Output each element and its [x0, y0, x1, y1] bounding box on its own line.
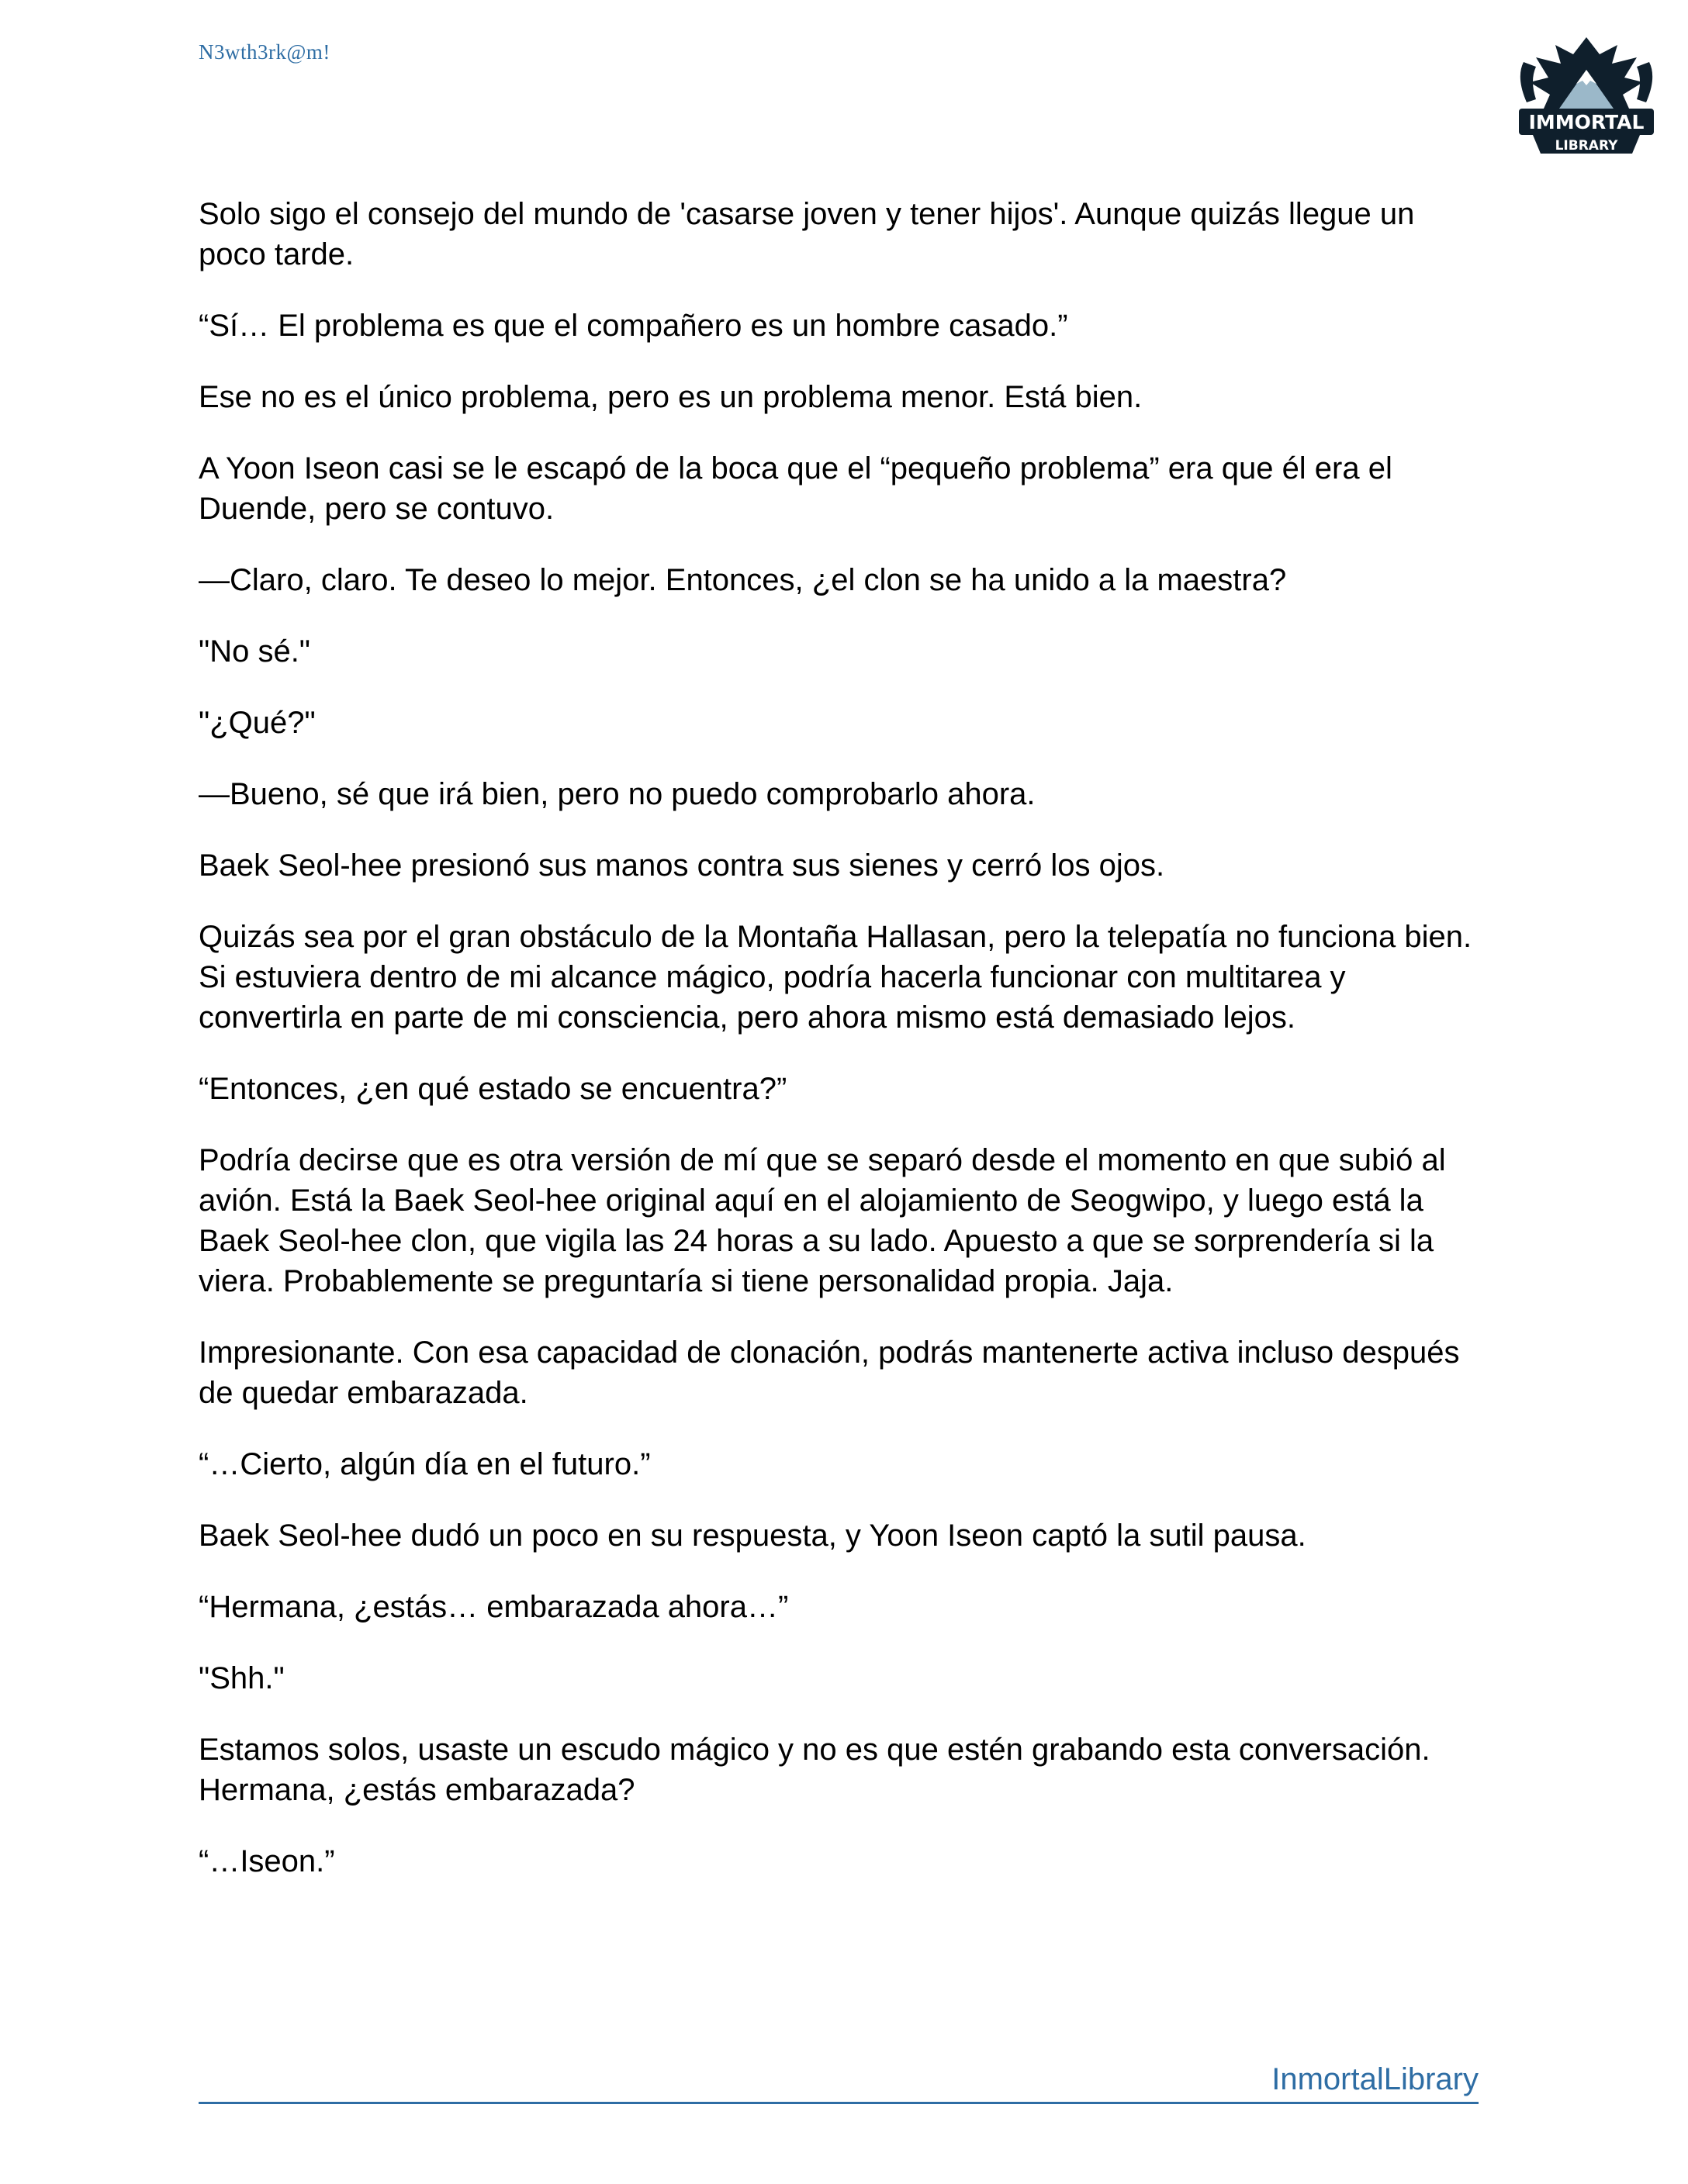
paragraph: A Yoon Iseon casi se le escapó de la boca que el “pequeño problema” era que él era el Duende, pero se contuvo. [199, 451, 1392, 526]
immortal-library-logo [1513, 31, 1660, 163]
paragraph: “…Cierto, algún día en el futuro.” [199, 1447, 651, 1481]
logo-graphic [1513, 31, 1660, 163]
paragraph: "¿Qué?" [199, 706, 316, 740]
paragraph: Estamos solos, usaste un escudo mágico y no es que estén grabando esta conversación. Hermana, ¿estás embarazada? [199, 1733, 1430, 1807]
paragraph: “Entonces, ¿en qué estado se encuentra?” [199, 1072, 787, 1106]
paragraph: "No sé." [199, 634, 311, 669]
paragraph: Ese no es el único problema, pero es un problema menor. Está bien. [199, 380, 1143, 414]
paragraph: “…Iseon.” [199, 1844, 335, 1878]
paragraph: Podría decirse que es otra versión de mí que se separó desde el momento en que subió al avión. Está la Baek Seol-hee original aquí en el alojamiento de Seogwipo, y luego está la Baek Seol-hee clon, que vigila las 24 horas a su lado. Apuesto a que se sorprendería si la viera. Probablemente se preguntaría si tiene personalidad propia. Jaja. [199, 1143, 1446, 1298]
paragraph: “Sí… El problema es que el compañero es un hombre casado.” [199, 309, 1068, 343]
paragraph: Quizás sea por el gran obstáculo de la Montaña Hallasan, pero la telepatía no funciona bien. Si estuviera dentro de mi alcance mágico, podría hacerla funcionar con multitarea y convertirla en parte de mi consciencia, pero ahora mismo está demasiado lejos. [199, 920, 1472, 1035]
footer-link[interactable]: InmortalLibrary [1271, 2062, 1479, 2096]
paragraph: Impresionante. Con esa capacidad de clonación, podrás mantenerte activa incluso después de quedar embarazada. [199, 1336, 1460, 1410]
paragraph: Baek Seol-hee presionó sus manos contra sus sienes y cerró los ojos. [199, 848, 1165, 883]
header-watermark: N3wth3rk@m! [199, 40, 330, 64]
logo-line1: IMMORTAL [1528, 111, 1645, 133]
paragraph: —Claro, claro. Te deseo lo mejor. Entonces, ¿el clon se ha unido a la maestra? [199, 563, 1287, 597]
paragraph: Solo sigo el consejo del mundo de 'casarse joven y tener hijos'. Aunque quizás llegue un poco tarde. [199, 197, 1415, 271]
paragraph: “Hermana, ¿estás… embarazada ahora…” [199, 1590, 789, 1624]
paragraph: "Shh." [199, 1661, 285, 1695]
logo-line2: LIBRARY [1555, 138, 1618, 154]
page-footer [199, 2057, 1479, 2104]
chapter-body [199, 194, 1486, 1913]
paragraph: —Bueno, sé que irá bien, pero no puedo comprobarlo ahora. [199, 777, 1036, 811]
paragraph: Baek Seol-hee dudó un poco en su respuesta, y Yoon Iseon captó la sutil pausa. [199, 1519, 1306, 1553]
